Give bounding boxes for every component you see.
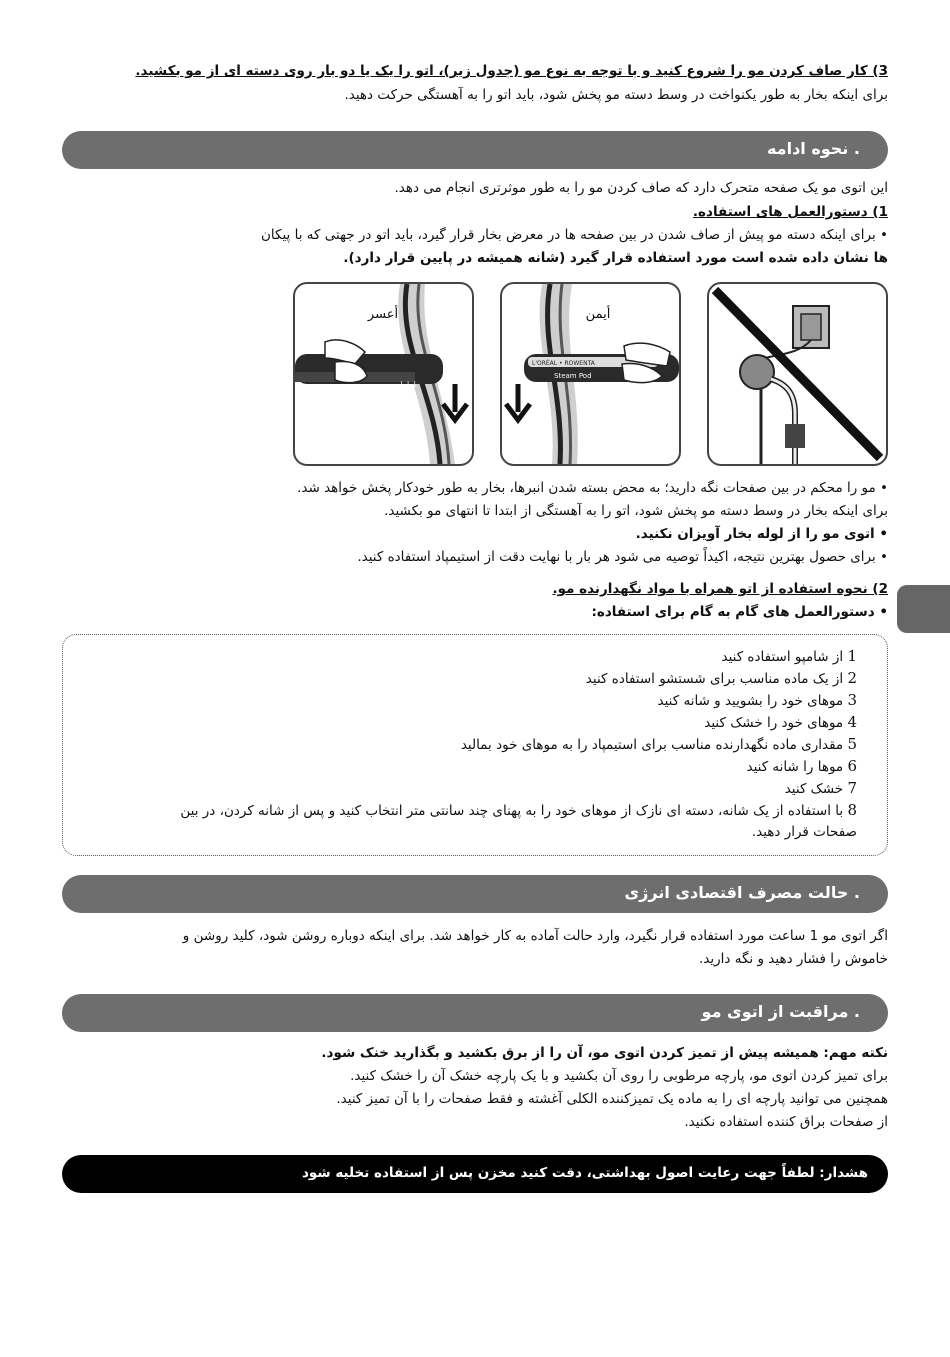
eco-text-2: خاموش را فشار دهید و نگه دارید. [699,951,888,967]
section-title-usage: . نحوه ادامه [766,139,860,158]
bullet-best-results: • برای حصول بهترین نتیجه، اکیداً توصیه می شود هر بار با نهایت دقت از استیمپاد استفاده کنید. [357,549,888,565]
step-item: 7 خشک کنید [784,779,857,797]
bullet-direction-a: • برای اینکه دسته مو پیش از صاف شدن در بین صفحه ها در معرض بخار قرار گیرد، باید اتو در جهتی که با پیکان [260,227,888,243]
illustration-no-hanging [707,282,888,466]
language-tab [897,585,950,633]
step-item: 8 با استفاده از یک شانه، دسته ای نازک از موهای خود را به پهنای چند سانتی متر انتخاب کنید و پس از شانه کردن، در بین [180,801,857,819]
bullet-no-hanging: • اتوی مو را از لوله بخار آویزان نکنید. [635,526,888,542]
device-brand: L'ORÉAL • ROWENTA [532,360,595,367]
left-handed-drawing [295,284,472,464]
no-hanging-drawing [709,284,886,464]
care-note: نکته مهم: همیشه پیش از تمیز کردن اتوی مو، آن را از برق بکشید و بگذارید خنک شود. [321,1045,888,1061]
section-bar-care [62,994,888,1032]
warning-bar [62,1155,888,1193]
section-bar-eco [62,875,888,913]
step-item: 1 از شامپو استفاده کنید [721,647,857,665]
illustration-left-handed [293,282,474,466]
styling-products-heading: 2) نحوه استفاده از اتو همراه با مواد نگهدارنده مو. [552,581,888,597]
bullet-slow-move: برای اینکه بخار در وسط دسته مو پخش شود، اتو را به آهستگی از ابتدا تا انتهای مو بکشید. [384,503,888,519]
device-model: Steam Pod [554,372,592,380]
step-item-continuation: صفحات قرار دهید. [751,824,857,840]
label-right-handed: أيمن [585,307,611,322]
step-item: 3 موهای خود را بشویید و شانه کنید [657,691,857,709]
section-title-eco: . حالت مصرف اقتصادی انرژی [624,883,860,902]
right-handed-drawing [502,284,679,464]
instructions-heading: 1) دستورالعمل های استفاده. [692,204,888,220]
bullet-hold-hair: • مو را محکم در بین صفحات نگه دارید؛ به محض بسته شدن انبرها، بخار به طور خودکار پخش خواهد شد. [297,480,888,496]
care-text-1: برای تمیز کردن اتوی مو، پارچه مرطوبی را روی آن بکشید و با یک پارچه خشک آن را خشک کنید. [350,1068,888,1084]
label-left-handed: أعسر [367,307,399,322]
care-text-3: از صفحات براق کننده استفاده نکنید. [684,1114,888,1130]
step-item: 2 از یک ماده مناسب برای شستشو استفاده کنید [585,669,857,687]
warning-text: هشدار: لطفاً جهت رعایت اصول بهداشتی، دقت کنید مخزن پس از استفاده تخلیه شود [301,1165,868,1181]
step-by-step-heading: • دستورالعمل های گام به گام برای استفاده: [591,604,888,620]
steps-box [62,634,888,856]
bullet-direction-b: ها نشان داده شده است مورد استفاده قرار گیرد (شانه همیشه در پایین قرار دارد). [343,250,888,266]
usage-intro: این اتوی مو یک صفحه متحرک دارد که صاف کردن مو را به طور موثرتری انجام می دهد. [394,180,888,196]
section-bar-usage [62,131,888,169]
step-item: 6 موها را شانه کنید [746,757,857,775]
care-text-2: همچنین می توانید پارچه ای را به ماده یک تمیزکننده الکلی آغشته و فقط صفحات را با آن تمیز کنید. [336,1091,888,1107]
section-title-care: . مراقبت از اتوی مو [701,1002,860,1021]
step-item: 5 مقداری ماده نگهدارنده مناسب برای استیمپاد را به موهای خود بمالید [460,735,857,753]
step3-text: برای اینکه بخار به طور یکنواخت در وسط دسته مو پخش شود، باید اتو را به آهستگی حرکت دهید. [344,87,888,103]
step-item: 4 موهای خود را خشک کنید [704,713,857,731]
svg-text:↓↓↓: ↓↓↓ [398,380,419,389]
step3-heading: 3) کار صاف کردن مو را شروع کنید و با توجه به نوع مو (جدول زیر)، اتو را یک یا دو بار روی دسته ای از مو بکشید. [135,63,888,79]
illustration-right-handed [500,282,681,466]
eco-text-1: اگر اتوی مو 1 ساعت مورد استفاده قرار نگیرد، وارد حالت آماده به کار خواهد شد. برای اینکه دوباره روشن شود، کلید روشن و [182,928,888,944]
